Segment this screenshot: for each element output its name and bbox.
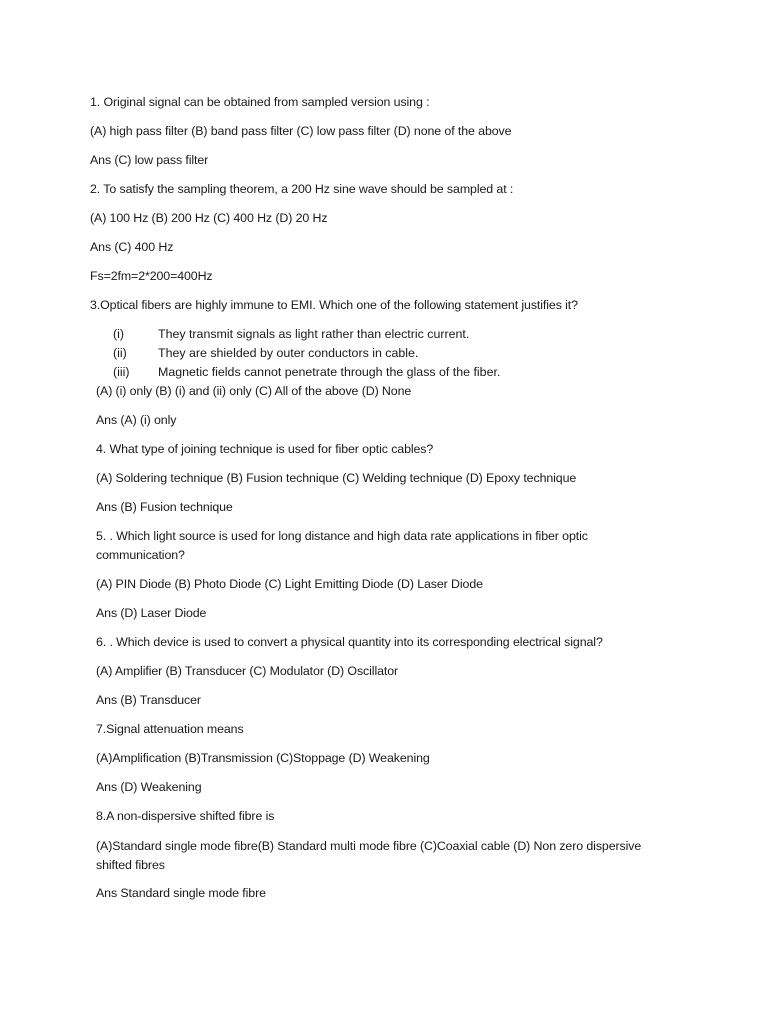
q3-item-1-number: (i) <box>113 327 125 341</box>
q8-question: 8.A non-dispersive shifted fibre is <box>96 809 275 823</box>
q3-item-2-number: (ii) <box>113 346 127 360</box>
q3-options: (A) (i) only (B) (i) and (ii) only (C) All of the above (D) None <box>96 384 412 398</box>
q2-note: Fs=2fm=2*200=400Hz <box>90 269 213 283</box>
q3-item-3-text: Magnetic fields cannot penetrate through the glass of the fiber. <box>158 365 501 379</box>
q1-options: (A) high pass filter (B) band pass filter (C) low pass filter (D) none of the above <box>90 124 512 138</box>
q7-options: (A)Amplification (B)Transmission (C)Stoppage (D) Weakening <box>96 751 430 765</box>
q4-answer: Ans (B) Fusion technique <box>96 500 233 514</box>
q3-item-2-text: They are shielded by outer conductors in cable. <box>158 346 419 360</box>
q6-answer: Ans (B) Transducer <box>96 693 201 707</box>
q7-answer: Ans (D) Weakening <box>96 780 202 794</box>
q4-question: 4. What type of joining technique is used for fiber optic cables? <box>96 442 434 456</box>
q3-answer: Ans (A) (i) only <box>96 413 177 427</box>
q7-question: 7.Signal attenuation means <box>96 722 244 736</box>
q5-answer: Ans (D) Laser Diode <box>96 606 207 620</box>
q3-question: 3.Optical fibers are highly immune to EMI. Which one of the following statement justifies it? <box>90 298 578 312</box>
q5-question: 5. . Which light source is used for long distance and high data rate applications in fiber optic communication? <box>96 529 588 562</box>
q5-options: (A) PIN Diode (B) Photo Diode (C) Light Emitting Diode (D) Laser Diode <box>96 577 483 591</box>
q8-options: (A)Standard single mode fibre(B) Standard multi mode fibre (C)Coaxial cable (D) Non zero dispersive shifted fibres <box>96 839 642 872</box>
q1-answer: Ans (C) low pass filter <box>90 153 209 167</box>
q4-options: (A) Soldering technique (B) Fusion technique (C) Welding technique (D) Epoxy technique <box>96 471 577 485</box>
q8-answer: Ans Standard single mode fibre <box>96 886 266 900</box>
q3-item-3-number: (iii) <box>113 365 130 379</box>
q1-question: 1. Original signal can be obtained from sampled version using : <box>90 95 430 109</box>
q6-question: 6. . Which device is used to convert a physical quantity into its corresponding electrical signal? <box>96 635 603 649</box>
q2-question: 2. To satisfy the sampling theorem, a 200 Hz sine wave should be sampled at : <box>90 182 514 196</box>
q6-options: (A) Amplifier (B) Transducer (C) Modulator (D) Oscillator <box>96 664 399 678</box>
q3-item-1-text: They transmit signals as light rather than electric current. <box>158 327 470 341</box>
q2-options: (A) 100 Hz (B) 200 Hz (C) 400 Hz (D) 20 Hz <box>90 211 328 225</box>
q2-answer: Ans (C) 400 Hz <box>90 240 174 254</box>
